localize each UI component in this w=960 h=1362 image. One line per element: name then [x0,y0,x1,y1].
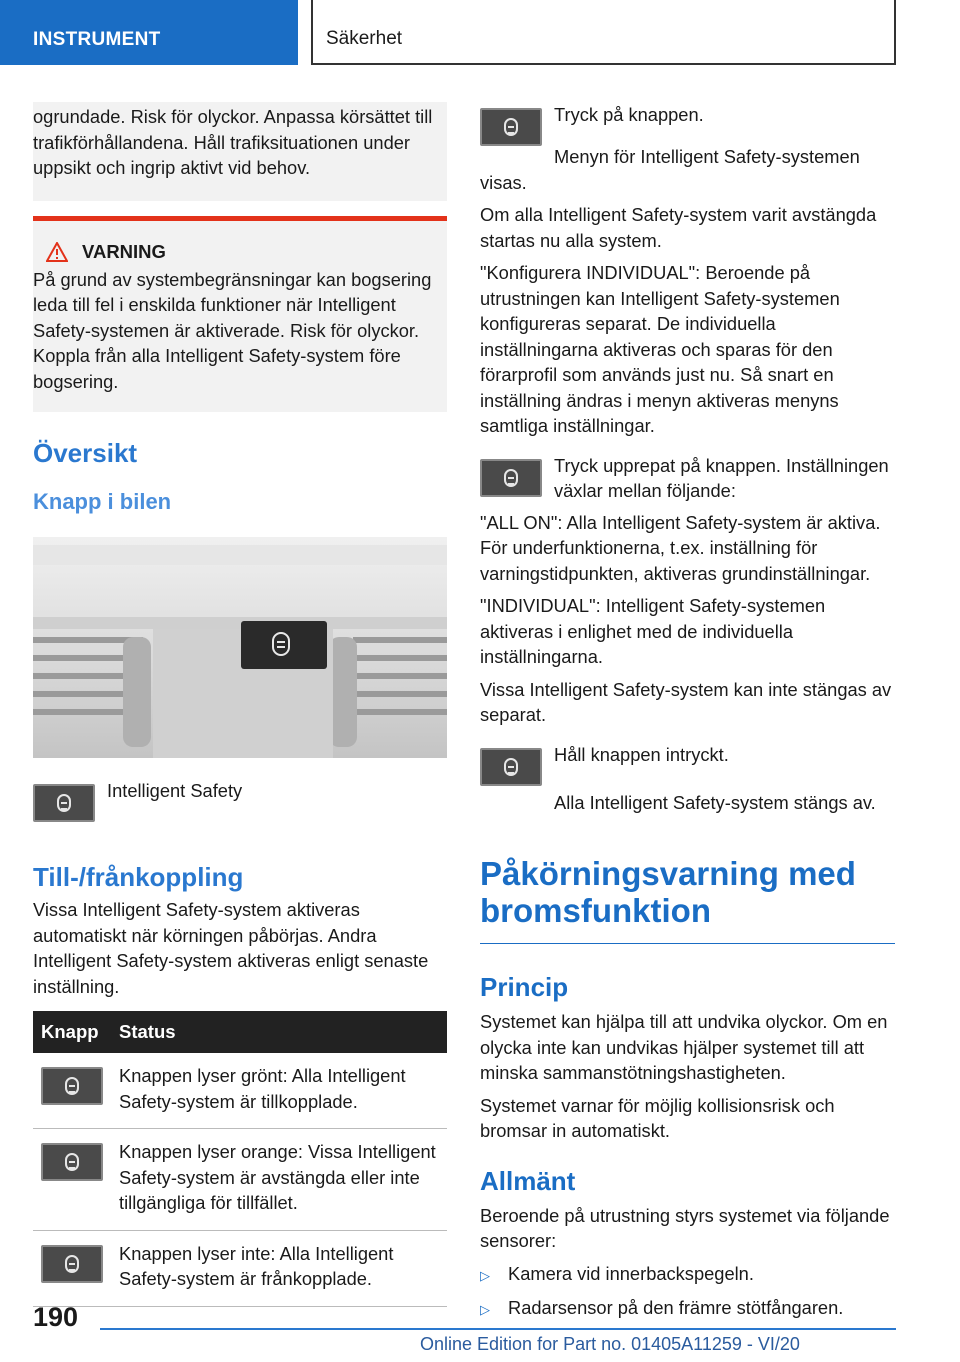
warning-text: På grund av systembegränsningar kan bogsering leda till fel i enskilda funktioner när Intelligent Safety-systemen är aktiverade. Risk för olyckor. Koppla från alla Intelligent Safety-system före bogsering. [33,268,432,392]
caution-text: ogrundade. Risk för olyckor. Anpassa körsättet till trafikförhållandena. Håll trafiksituationen under uppsikt och ingrip aktivt vid behov. [33,106,433,178]
list-item-text: Kamera vid innerbackspegeln. [508,1262,754,1284]
car-button-photo [33,537,447,758]
warning-title: VARNING [82,240,166,262]
page-number: 190 [33,1302,79,1332]
intelligent-safety-button-icon [33,784,95,822]
paragraph: Vissa Intelligent Safety-system kan inte stängas av separat. [480,678,892,725]
paragraph: "ALL ON": Alla Intelligent Safety-system är aktiva. För underfunktionerna, t.ex. inställning för varningstidpunkten, aktiveras grundinställningar. [480,511,881,584]
table-row [33,1230,447,1306]
intelligent-safety-button-icon [480,108,542,146]
step-press-button [480,102,895,146]
intelligent-safety-button-icon [41,1245,103,1283]
step-hold-button [480,742,895,786]
intelligent-safety-legend [33,778,447,822]
paragraph: Om alla Intelligent Safety-system varit avstängda startas nu alla system. [480,204,877,251]
table-header-knapp: Knapp [33,1011,111,1053]
paragraph: Systemet varnar för möjlig kollisionsrisk och bromsar in automatiskt. [480,1094,835,1141]
step-result: Menyn för Intelligent Safety-systemen visas. [480,146,860,193]
right-column [480,102,895,1330]
step-result: Alla Intelligent Safety-system stängs av. [554,791,876,813]
till-text: Vissa Intelligent Safety-system aktiveras automatiskt när körningen påbörjas. Andra Intelligent Safety-system aktiveras enligt senaste inställning. [33,899,429,997]
heading-knapp-i-bilen: Knapp i bilen [33,489,172,514]
footer-edition: Online Edition for Part no. 01405A11259 - VI/20 [420,1334,800,1354]
header-section-title: Säkerhet [311,0,896,65]
table-cell-status: Knappen lyser grönt: Alla Intelligent Safety-system är tillkopplade. [111,1053,447,1129]
heading-oversikt: Översikt [33,438,138,468]
intelligent-safety-button-icon [41,1143,103,1181]
list-item [480,1261,895,1289]
sensor-list [480,1261,895,1323]
warning-box [33,216,447,413]
heading-pakorningsvarning: Påkörningsvarning med bromsfunktion [480,855,856,929]
table-row [33,1129,447,1231]
paragraph: Beroende på utrustning styrs systemet via följande sensorer: [480,1204,890,1251]
heading-rule [480,943,895,944]
paragraph: Systemet kan hjälpa till att undvika olyckor. Om en olycka inte kan undvikas hjälper systemet till att minska sammanstötningshastigheten. [480,1011,888,1083]
table-cell-status: Knappen lyser orange: Vissa Intelligent Safety-system är avstängda eller inte tillgängliga för tillfället. [111,1129,447,1231]
warning-triangle-icon [46,242,68,262]
caution-continuation-box [33,102,447,201]
list-item-text: Radarsensor på den främre stötfångaren. [508,1297,844,1318]
left-column [33,102,447,1307]
header-chapter-tab: INSTRUMENT [0,0,298,65]
paragraph: "Konfigurera INDIVIDUAL": Beroende på utrustningen kan Intelligent Safety-systemen konfigureras separat. De individuella inställningarna aktiveras och sparas för den förarprofil som används just nu. Så snart en inställning ändras i menyn aktiveras menyns samtliga inställningar. [480,262,840,436]
intelligent-safety-button-icon [480,748,542,786]
list-item [480,1295,895,1323]
table-header-status: Status [111,1011,447,1053]
step-text: Håll knappen intryckt. [554,743,729,765]
table-row [33,1053,447,1129]
legend-label: Intelligent Safety [107,780,243,801]
footer-rule [100,1328,896,1330]
table-header-row [33,1011,447,1053]
heading-till-frankoppling: Till-/frånkoppling [33,862,244,892]
table-cell-status: Knappen lyser inte: Alla Intelligent Safety-system är frånkopplade. [111,1230,447,1306]
heading-princip: Princip [480,972,569,1002]
intelligent-safety-button-icon [480,459,542,497]
heading-allmant: Allmänt [480,1165,576,1196]
triangle-bullet-icon: ▷ [480,1302,490,1317]
step-text: Tryck upprepat på knappen. Inställningen växlar mellan följande: [554,454,889,501]
intelligent-safety-button-icon [41,1067,103,1105]
step-press-repeatedly [480,453,895,504]
step-text: Tryck på knappen. [554,104,704,125]
triangle-bullet-icon: ▷ [480,1267,490,1283]
warning-heading [33,241,437,263]
status-table [33,1011,447,1307]
paragraph: "INDIVIDUAL": Intelligent Safety-systemen aktiveras i enlighet med de individuella inställningarna. [480,595,826,667]
